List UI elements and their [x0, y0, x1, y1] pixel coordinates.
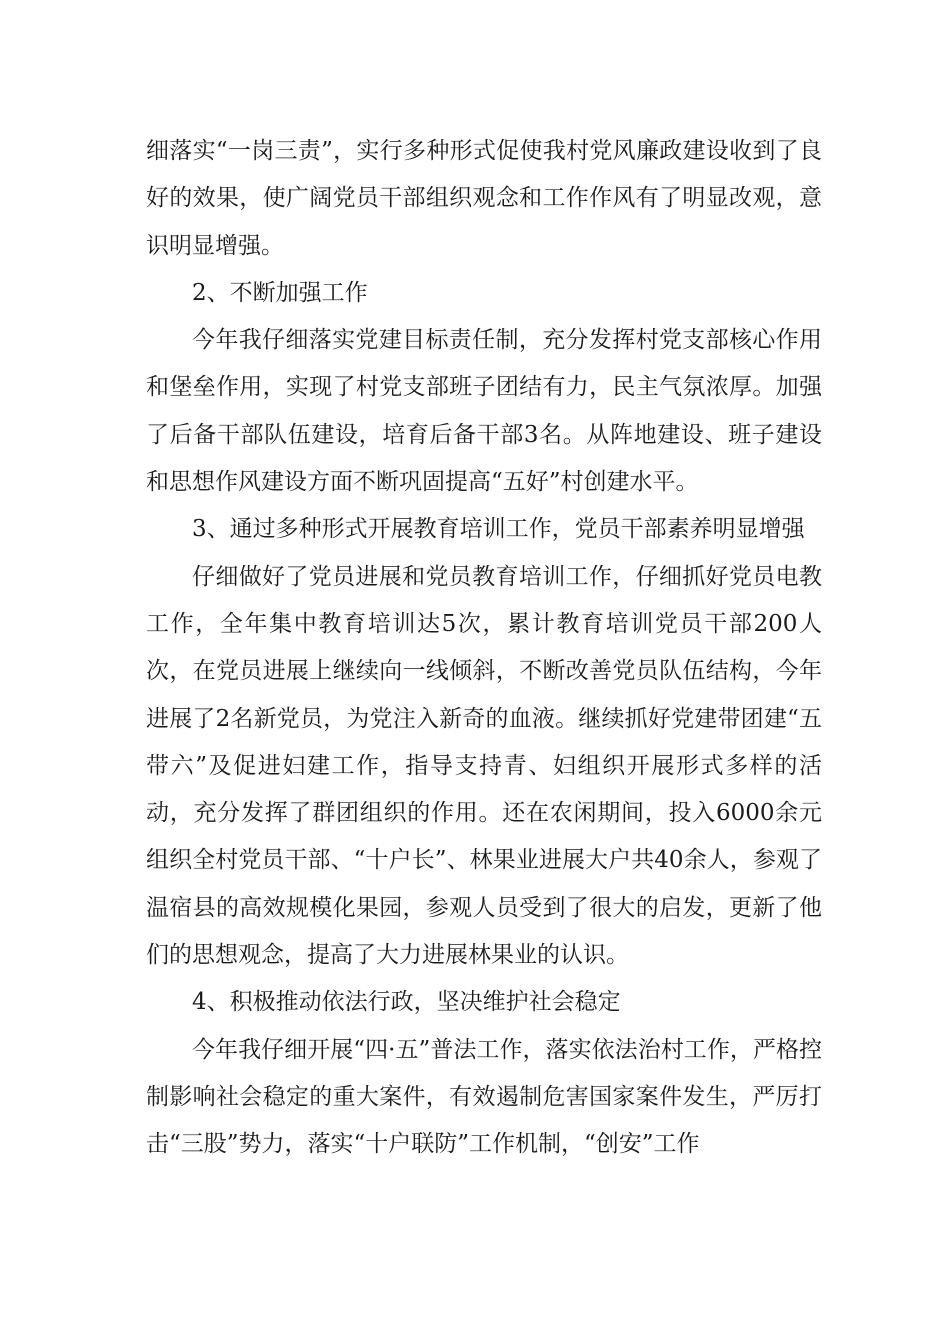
- document-body: [146, 128, 822, 1169]
- section-heading-4: 4、积极推动依法行政，坚决维护社会稳定: [192, 989, 621, 1016]
- section-heading-3: 3、通过多种形式开展教育培训工作，党员干部素养明显增强: [192, 516, 805, 543]
- section-heading-2: 2、不断加强工作: [192, 279, 368, 306]
- paragraph-party-building: 今年我仔细落实党建目标责任制，充分发挥村党支部核心作用和堡垒作用，实现了村党支部班子团结有力，民主气氛浓厚。加强了后备干部队伍建设，培育后备干部3名。从阵地建设、班子建设和思想作风建设方面不断巩固提高“五好”村创建水平。: [146, 327, 822, 496]
- paragraph-rule-of-law: 今年我仔细开展“四·五”普法工作，落实依法治村工作，严格控制影响社会稳定的重大案件，有效遏制危害国家案件发生，严厉打击“三股”势力，落实“十户联防”工作机制，“创安”工作: [146, 1036, 822, 1158]
- paragraph-education-training: 仔细做好了党员进展和党员教育培训工作，仔细抓好党员电教工作，全年集中教育培训达5次，累计教育培训党员干部200人次，在党员进展上继续向一线倾斜，不断改善党员队伍结构，今年进展了2名新党员，为党注入新奇的血液。继续抓好党建带团建“五带六”及促进妇建工作，指导支持青、妇组织开展形式多样的活动，充分发挥了群团组织的作用。还在农闲期间，投入6000余元组织全村党员干部、“十户长”、林果业进展大户共40余人，参观了温宿县的高效规模化果园，参观人员受到了很大的启发，更新了他们的思想观念，提高了大力进展林果业的认识。: [146, 563, 822, 969]
- paragraph-party-conduct: 细落实“一岗三责”，实行多种形式促使我村党风廉政建设收到了良好的效果，使广阔党员干部组织观念和工作作风有了明显改观，意识明显增强。: [146, 138, 822, 259]
